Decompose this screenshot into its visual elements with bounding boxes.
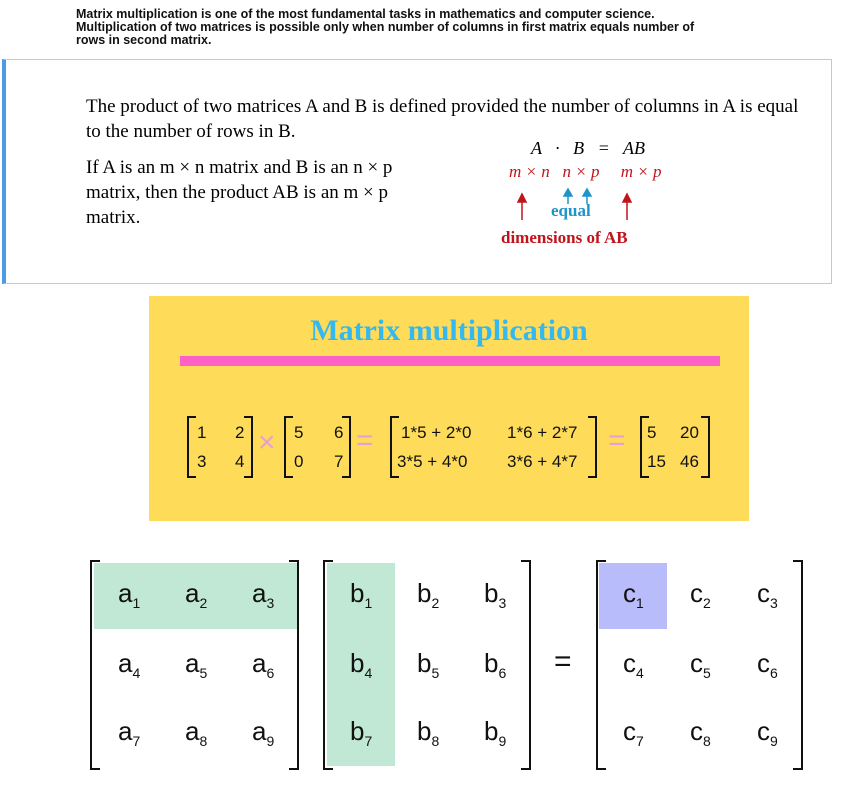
- matrix-b-left-bracket: [284, 416, 293, 478]
- matrix-a-left-bracket: [187, 416, 196, 478]
- matrix-a-left-bracket: [90, 560, 100, 770]
- matrix-c-entry: $c_5$: [690, 648, 711, 681]
- matrix-b-entry: $b_2$: [417, 578, 440, 611]
- matrix-a-cell: 4: [235, 452, 245, 471]
- result-cell: 20: [680, 423, 699, 442]
- matrix-c-right-bracket: [793, 560, 803, 770]
- expanded-cell: 1*6 + 2*7: [507, 423, 578, 442]
- matrix-c-entry: $c_7$: [623, 716, 644, 749]
- matrix-b-cell: 0: [294, 452, 304, 471]
- matrix-c-entry: $c_9$: [757, 716, 778, 749]
- matrix-b-cell: 6: [334, 423, 344, 442]
- matrix-a-right-bracket: [244, 416, 253, 478]
- definition-card: [2, 59, 832, 284]
- example-equation: [149, 416, 749, 480]
- dimension-diagram: [491, 138, 721, 258]
- matrix-b-entry: $b_8$: [417, 716, 440, 749]
- diagram-equal-label: equal: [551, 201, 591, 220]
- intro-line-1: Matrix multiplication is one of the most fundamental tasks in mathematics and computer science.: [76, 7, 655, 21]
- matrix-a-entry: $a_6$: [252, 648, 275, 681]
- equals-sign: =: [356, 424, 374, 457]
- matrix-a-cell: 3: [197, 452, 207, 471]
- result-cell: 15: [647, 452, 666, 471]
- matrix-b-entry: $b_3$: [484, 578, 507, 611]
- example-banner: [149, 296, 749, 521]
- expanded-cell: 3*5 + 4*0: [397, 452, 468, 471]
- matrix-c-entry: $c_3$: [757, 578, 778, 611]
- matrix-c-entry: $c_1$: [623, 578, 644, 611]
- expanded-right-bracket: [588, 416, 597, 478]
- result-right-bracket: [701, 416, 710, 478]
- matrix-a-right-bracket: [289, 560, 299, 770]
- expanded-cell: 3*6 + 4*7: [507, 452, 578, 471]
- result-cell: 46: [680, 452, 699, 471]
- intro-text: [76, 8, 816, 47]
- definition-sentence-1: The product of two matrices A and B is defined provided the number of columns in A is equal to the number of rows in B.: [86, 96, 799, 142]
- equals-sign: =: [608, 424, 626, 457]
- matrix-b-entry: $b_5$: [417, 648, 440, 681]
- diagram-dims-label: dimensions of AB: [501, 228, 628, 247]
- matrix-b-cell: 7: [334, 452, 344, 471]
- result-cell: 5: [647, 423, 657, 442]
- matrix-b-right-bracket: [342, 416, 351, 478]
- matrix-c-entry: $c_8$: [690, 716, 711, 749]
- matrix-b-left-bracket: [323, 560, 333, 770]
- matrix-a-entry: $a_9$: [252, 716, 275, 749]
- matrix-b-entry: $b_7$: [350, 716, 373, 749]
- definition-sentence-2: If A is an m × n matrix and B is an n × p matrix, then the product AB is an m × p matrix.: [86, 157, 393, 228]
- matrix-a-entry: $a_2$: [185, 578, 208, 611]
- matrix-b-entry: $b_6$: [484, 648, 507, 681]
- matrix-a-entry: $a_5$: [185, 648, 208, 681]
- expanded-cell: 1*5 + 2*0: [401, 423, 472, 442]
- matrix-a-entry: $a_7$: [118, 716, 141, 749]
- matrix-b-right-bracket: [521, 560, 531, 770]
- matrix-a-entry: $a_3$: [252, 578, 275, 611]
- title-underline: [180, 356, 720, 366]
- matrix-c-entry: $c_6$: [757, 648, 778, 681]
- matrix-c-entry: $c_4$: [623, 648, 644, 681]
- matrix-a-cell: 2: [235, 423, 245, 442]
- diagram-top: A · B = AB: [531, 138, 645, 158]
- matrix-b-cell: 5: [294, 423, 304, 442]
- matrix-a-entry: $a_4$: [118, 648, 141, 681]
- banner-title: Matrix multiplication: [310, 314, 588, 347]
- matrix-c-entry: $c_2$: [690, 578, 711, 611]
- matrix-b-entry: $b_4$: [350, 648, 373, 681]
- matrix-a-entry: $a_8$: [185, 716, 208, 749]
- matrix-a-entry: $a_1$: [118, 578, 141, 611]
- intro-line-2: Multiplication of two matrices is possible only when number of columns in first matrix equals number of: [76, 20, 695, 34]
- general-equals-sign: =: [554, 645, 572, 678]
- matrix-c-left-bracket: [596, 560, 606, 770]
- matrix-b-entry: $b_9$: [484, 716, 507, 749]
- diagram-dims: m × n n × p m × p: [509, 162, 662, 181]
- intro-line-3: rows in second matrix.: [76, 33, 212, 47]
- matrix-a-cell: 1: [197, 423, 207, 442]
- matrix-b-entry: $b_1$: [350, 578, 373, 611]
- times-sign: ×: [258, 426, 276, 459]
